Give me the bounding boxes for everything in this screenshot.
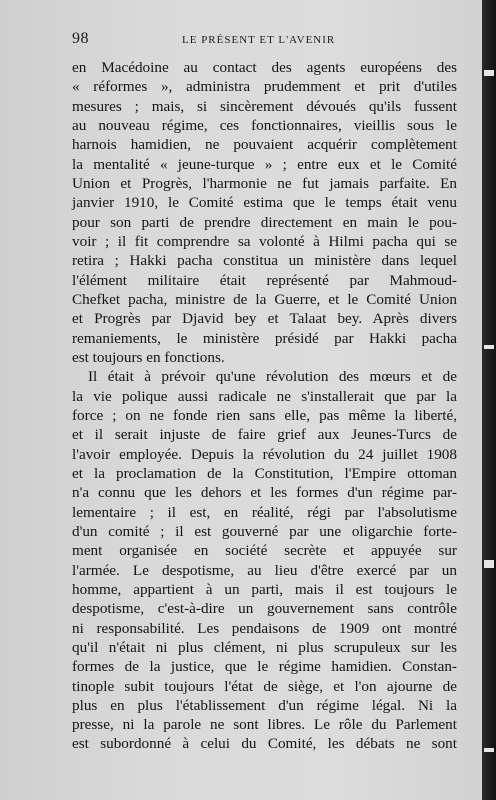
text-line: homme, appartient à un parti, mais il est toujours le — [72, 580, 457, 598]
text-line: « réformes », administra prudemment et prit d'utiles — [72, 78, 457, 96]
paragraph-1 — [72, 58, 457, 367]
page-edge-shadow — [482, 0, 496, 800]
paragraph-2 — [72, 367, 457, 754]
text-line: Il était à prévoir qu'une révolution des mœurs et de — [88, 368, 457, 386]
text-line: formes de la justice, que le régime hamidien. Constan- — [72, 658, 457, 676]
text-line: remaniements, le ministère présidé par Hakki pacha — [72, 329, 457, 347]
text-line: presse, ni la parole ne sont libres. Le rôle du Parlement — [72, 716, 457, 734]
text-line: et Progrès par Djavid bey et Talaat bey. Après divers — [72, 310, 457, 328]
text-line: d'un comité ; il est gouverné par une oligarchie forte- — [72, 522, 457, 540]
text-line: en Macédoine au contact des agents européens des — [72, 59, 457, 76]
text-line: n'a connu que les dehors et les formes d'un régime par- — [72, 484, 457, 502]
text-line: plus en plus l'établissement d'un régime légal. Ni la — [72, 696, 457, 714]
text-line: retira ; Hakki pacha constitua un ministère dans lequel — [72, 252, 457, 270]
text-line: mesures ; mais, si sincèrement dévoués qu'ils fussent — [72, 97, 457, 115]
text-line: qu'il n'était ni plus clément, ni plus scrupuleux sur les — [72, 638, 457, 656]
text-line: ment organisée en société secrète et appuyée sur — [72, 542, 457, 560]
text-line: pour son parti de prendre directement en main le pou- — [72, 213, 457, 231]
page-edge-mark — [484, 70, 494, 76]
text-line: est subordonné à celui du Comité, les débats ne sont — [72, 735, 457, 753]
text-line: l'avoir employée. Depuis la révolution du 24 juillet 1908 — [72, 445, 457, 463]
body-text — [72, 58, 457, 754]
text-line: est toujours en fonctions. — [72, 348, 225, 366]
page-edge-mark — [484, 345, 494, 349]
text-line: l'élément militaire était représenté par Mahmoud- — [72, 271, 457, 289]
text-line: harnois hamidien, ne pouvaient acquérir complètement — [72, 136, 457, 154]
text-line: au nouveau régime, ces fonctionnaires, vieillis sous le — [72, 116, 457, 134]
text-line: et il serait injuste de faire grief aux Jeunes-Turcs de — [72, 426, 457, 444]
text-line: tinople subit toujours l'état de siège, et l'on ajourne de — [72, 677, 457, 695]
text-line: Chefket pacha, ministre de la Guerre, et le Comité Union — [72, 290, 457, 308]
text-line: despotisme, c'est-à-dire un gouvernement sans contrôle — [72, 600, 457, 618]
text-line: la vie polique aussi radicale ne s'installerait que par la — [72, 387, 457, 405]
text-line: force ; on ne fonde rien sans elle, pas même la liberté, — [72, 406, 457, 424]
text-line: et la proclamation de la Constitution, l'Empire ottoman — [72, 464, 457, 482]
page-edge-mark — [484, 748, 494, 752]
running-head — [72, 30, 457, 50]
text-line: ni responsabilité. Les pendaisons de 1909 ont montré — [72, 619, 457, 637]
text-line: voir ; il fit comprendre sa volonté à Hilmi pacha qui se — [72, 232, 457, 250]
text-line: Union et Progrès, l'harmonie ne fut jamais parfaite. En — [72, 174, 457, 192]
text-line: janvier 1910, le Comité estima que le temps était venu — [72, 194, 457, 212]
page-number: 98 — [72, 30, 89, 47]
text-line: la mentalité « jeune-turque » ; entre eux et le Comité — [72, 155, 457, 173]
running-head-title: LE PRÉSENT ET L'AVENIR — [182, 34, 336, 46]
text-line: lementaire ; il est, en réalité, régi par l'absolutisme — [72, 503, 457, 521]
text-line: l'armée. Le despotisme, au lieu d'être exercé par un — [72, 561, 457, 579]
page-edge-mark — [484, 560, 494, 568]
